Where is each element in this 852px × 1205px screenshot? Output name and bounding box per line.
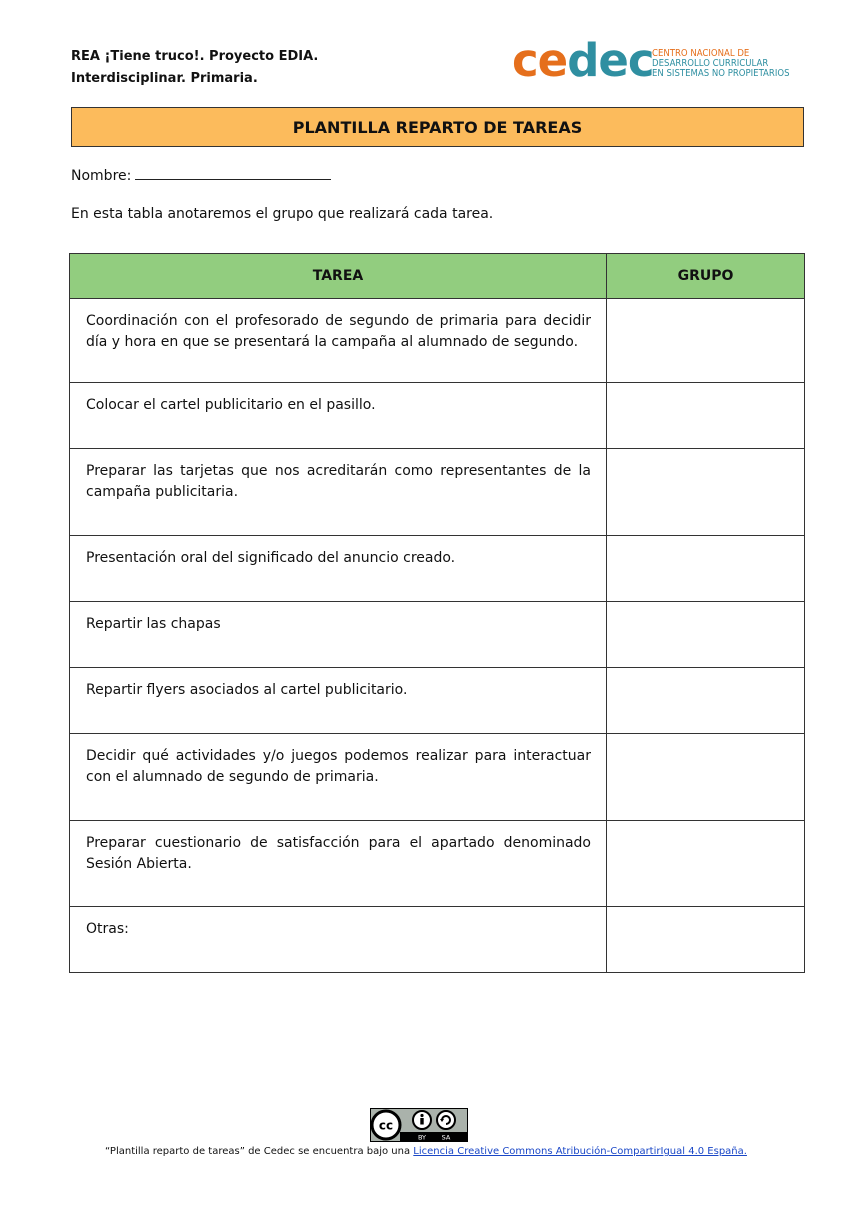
table-row [70, 907, 805, 973]
logo-subtitle-line-3: EN SISTEMAS NO PROPIETARIOS [652, 68, 790, 79]
task-cell: Preparar las tarjetas que nos acreditarán como representantes de la campaña publicitaria. [70, 449, 607, 536]
cc-license-badge[interactable] [370, 1108, 468, 1142]
header-group: GRUPO [607, 254, 805, 299]
group-cell[interactable] [607, 734, 805, 821]
svg-text:cc: cc [378, 1118, 394, 1133]
group-cell[interactable] [607, 907, 805, 973]
table-row [70, 449, 805, 536]
task-cell: Preparar cuestionario de satisfacción para el apartado denominado Sesión Abierta. [70, 821, 607, 907]
table-row [70, 602, 805, 668]
table-row [70, 668, 805, 734]
task-cell: Coordinación con el profesorado de segundo de primaria para decidir día y hora en que se presentará la campaña al alumnado de segundo. [70, 299, 607, 383]
task-table [69, 253, 805, 973]
cedec-logo [512, 34, 812, 88]
group-cell[interactable] [607, 602, 805, 668]
group-cell[interactable] [607, 299, 805, 383]
license-text: “Plantilla reparto de tareas” de Cedec se encuentra bajo una [105, 1146, 414, 1157]
logo-word-part-1: ce [512, 34, 568, 87]
table-row [70, 734, 805, 821]
task-cell: Repartir flyers asociados al cartel publicitario. [70, 668, 607, 734]
document-header [71, 46, 318, 90]
logo-subtitle [652, 49, 790, 79]
group-cell[interactable] [607, 536, 805, 602]
logo-subtitle-line-2: DESARROLLO CURRICULAR [652, 58, 769, 69]
table-row [70, 821, 805, 907]
intro-text: En esta tabla anotaremos el grupo que realizará cada tarea. [71, 206, 494, 222]
task-cell: Repartir las chapas [70, 602, 607, 668]
task-cell: Decidir qué actividades y/o juegos podemos realizar para interactuar con el alumnado de segundo de primaria. [70, 734, 607, 821]
logo-wordmark [512, 36, 654, 86]
header-line-2: Interdisciplinar. Primaria. [71, 71, 258, 86]
header-task: TAREA [70, 254, 607, 299]
table-row [70, 383, 805, 449]
name-label: Nombre: [71, 168, 132, 184]
task-cell: Presentación oral del significado del anuncio creado. [70, 536, 607, 602]
task-cell: Colocar el cartel publicitario en el pasillo. [70, 383, 607, 449]
group-cell[interactable] [607, 668, 805, 734]
table-row [70, 299, 805, 383]
group-cell[interactable] [607, 821, 805, 907]
license-link[interactable]: Licencia Creative Commons Atribución-CompartirIgual 4.0 España. [413, 1146, 747, 1157]
name-row [71, 165, 331, 184]
name-blank-line[interactable] [135, 165, 331, 180]
group-cell[interactable] [607, 383, 805, 449]
logo-word-part-2: dec [567, 34, 654, 87]
logo-subtitle-line-1: CENTRO NACIONAL DE [652, 48, 750, 59]
cc-sa-label: SA [441, 1133, 451, 1142]
page-title: PLANTILLA REPARTO DE TAREAS [71, 107, 804, 147]
cc-by-label: BY [417, 1133, 427, 1142]
header-line-1: REA ¡Tiene truco!. Proyecto EDIA. [71, 49, 319, 64]
group-cell[interactable] [607, 449, 805, 536]
cc-by-sa-icon [370, 1108, 468, 1142]
task-cell: Otras: [70, 907, 607, 973]
license-footer [0, 1146, 852, 1157]
table-row [70, 536, 805, 602]
